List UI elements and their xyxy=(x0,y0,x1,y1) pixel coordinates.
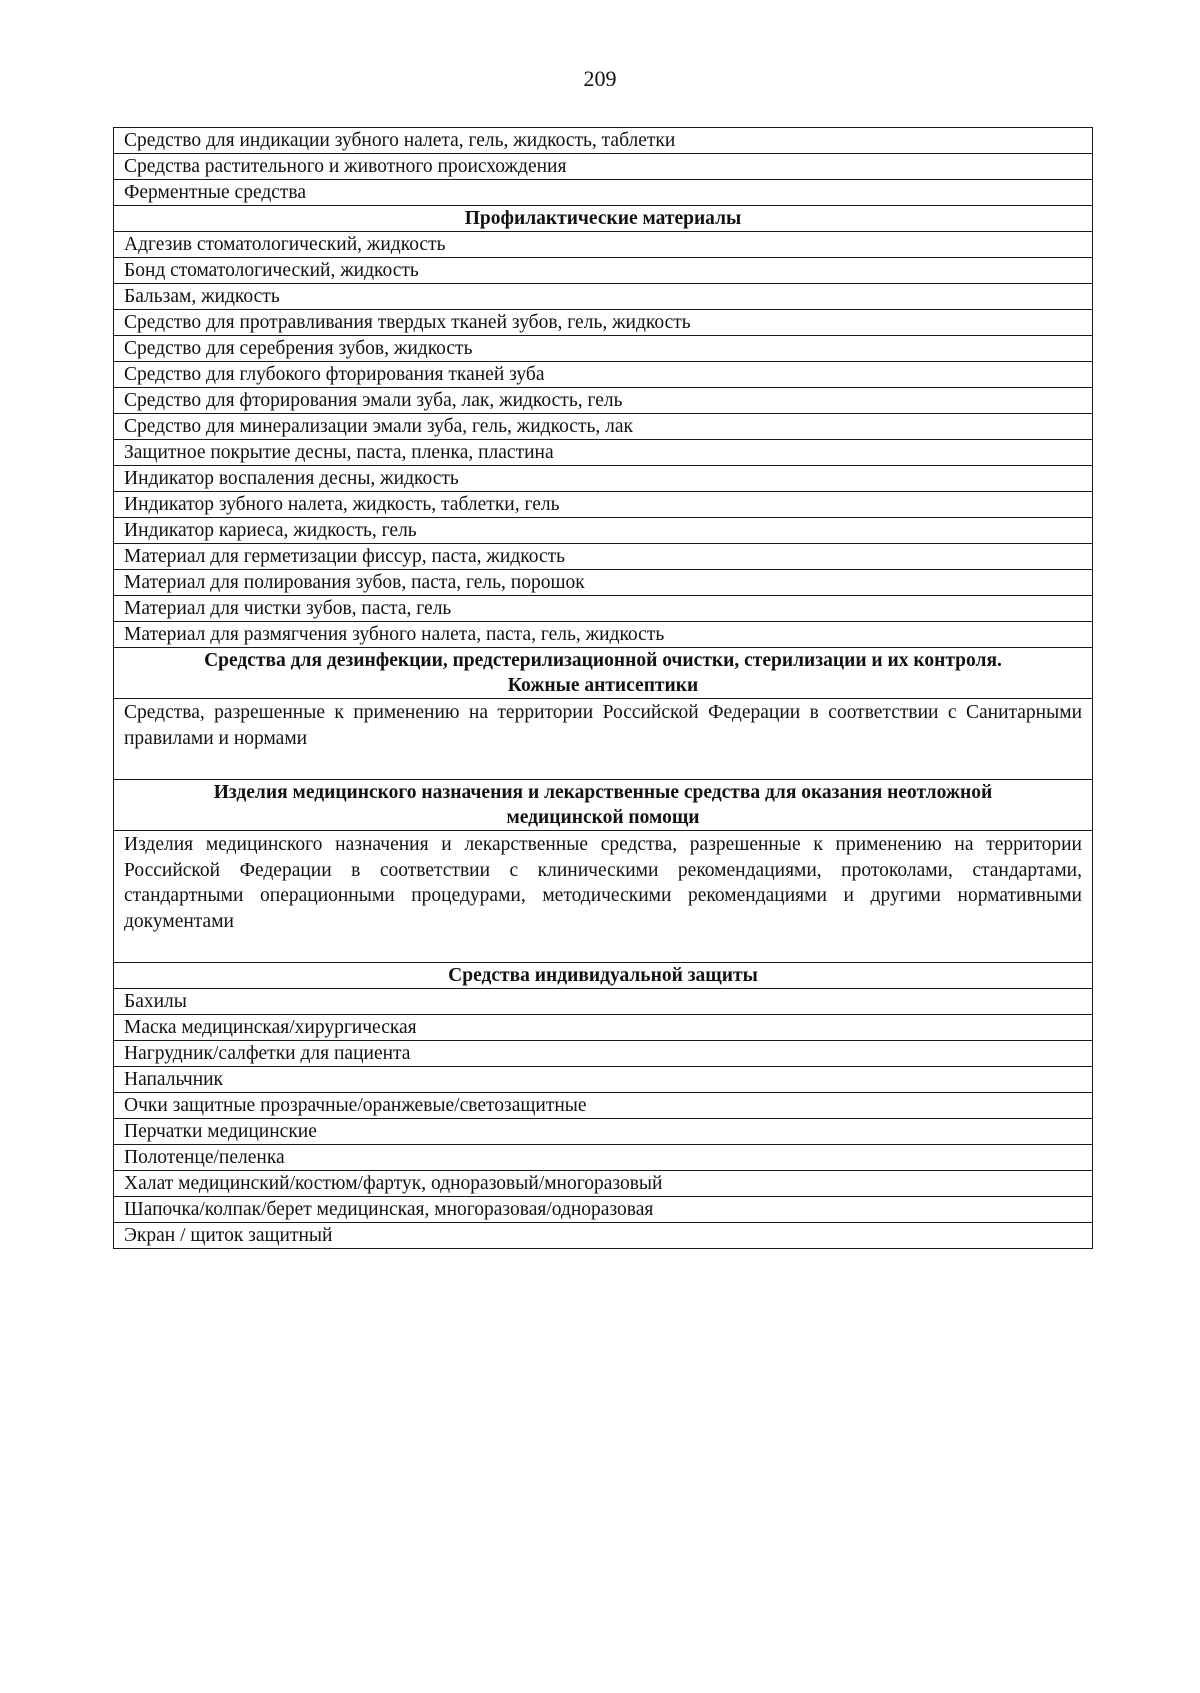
table-row xyxy=(114,1171,1093,1197)
table-row xyxy=(114,989,1093,1015)
table-row xyxy=(114,258,1093,284)
paragraph-cell: Средства, разрешенные к применению на территории Российской Федерации в соответствии с Санитарными правилами и нормами xyxy=(114,699,1093,780)
table-row xyxy=(114,232,1093,258)
section-header-row xyxy=(114,648,1093,699)
table-row xyxy=(114,388,1093,414)
table-cell: Полотенце/пеленка xyxy=(114,1145,1093,1171)
section-heading-line: Изделия медицинского назначения и лекарственные средства для оказания неотложной xyxy=(213,782,993,803)
table-cell: Очки защитные прозрачные/оранжевые/светозащитные xyxy=(114,1093,1093,1119)
table-row xyxy=(114,440,1093,466)
table-cell: Средство для минерализации эмали зуба, гель, жидкость, лак xyxy=(114,414,1093,440)
table-row xyxy=(114,154,1093,180)
table-cell: Материал для герметизации фиссур, паста, жидкость xyxy=(114,544,1093,570)
table-cell: Индикатор воспаления десны, жидкость xyxy=(114,466,1093,492)
table-row xyxy=(114,1041,1093,1067)
table-row xyxy=(114,1015,1093,1041)
table-cell: Защитное покрытие десны, паста, пленка, пластина xyxy=(114,440,1093,466)
table-cell: Напальчник xyxy=(114,1067,1093,1093)
table-cell: Средство для серебрения зубов, жидкость xyxy=(114,336,1093,362)
table-row xyxy=(114,1093,1093,1119)
table-row xyxy=(114,1067,1093,1093)
table-row xyxy=(114,128,1093,154)
table-cell: Материал для полирования зубов, паста, гель, порошок xyxy=(114,570,1093,596)
table-cell: Бахилы xyxy=(114,989,1093,1015)
table-row xyxy=(114,1197,1093,1223)
table-row xyxy=(114,544,1093,570)
table-cell: Ферментные средства xyxy=(114,180,1093,206)
table-cell: Бонд стоматологический, жидкость xyxy=(114,258,1093,284)
section-heading-ppe: Средства индивидуальной защиты xyxy=(114,963,1093,989)
table-row xyxy=(114,492,1093,518)
paragraph-row xyxy=(114,831,1093,963)
table-row xyxy=(114,1223,1093,1249)
table-row xyxy=(114,466,1093,492)
table-row xyxy=(114,1145,1093,1171)
section-header-row xyxy=(114,963,1093,989)
section-header-row xyxy=(114,206,1093,232)
table-cell: Перчатки медицинские xyxy=(114,1119,1093,1145)
section-heading-prophylactic: Профилактические материалы xyxy=(114,206,1093,232)
table-cell: Бальзам, жидкость xyxy=(114,284,1093,310)
table-cell: Экран / щиток защитный xyxy=(114,1223,1093,1249)
table-row xyxy=(114,596,1093,622)
table-row xyxy=(114,518,1093,544)
table-row xyxy=(114,310,1093,336)
section-heading-line: Кожные антисептики xyxy=(507,675,699,696)
table-cell: Материал для чистки зубов, паста, гель xyxy=(114,596,1093,622)
table-row xyxy=(114,622,1093,648)
table-row xyxy=(114,570,1093,596)
table-row xyxy=(114,1119,1093,1145)
table-cell: Средство для глубокого фторирования тканей зуба xyxy=(114,362,1093,388)
table-cell: Халат медицинский/костюм/фартук, одноразовый/многоразовый xyxy=(114,1171,1093,1197)
table-cell: Средство для фторирования эмали зуба, лак, жидкость, гель xyxy=(114,388,1093,414)
section-heading-line: Средства для дезинфекции, предстерилизационной очистки, стерилизации и их контроля. xyxy=(204,650,1002,671)
table-cell: Нагрудник/салфетки для пациента xyxy=(114,1041,1093,1067)
page-number: 209 xyxy=(583,66,617,91)
table-row xyxy=(114,180,1093,206)
section-heading-emergency xyxy=(114,780,1093,831)
table-row xyxy=(114,362,1093,388)
table-row xyxy=(114,414,1093,440)
table-row xyxy=(114,336,1093,362)
paragraph-cell: Изделия медицинского назначения и лекарственные средства, разрешенные к применению на территории Российской Федерации в соответствии с клиническими рекомендациями, протоколами, стандартами, стандартными операционными процедурами, методическими рекомендациями и другими нормативными документами xyxy=(114,831,1093,963)
table-cell: Средство для индикации зубного налета, гель, жидкость, таблетки xyxy=(114,128,1093,154)
table-row xyxy=(114,284,1093,310)
table-cell: Индикатор кариеса, жидкость, гель xyxy=(114,518,1093,544)
paragraph-row xyxy=(114,699,1093,780)
table-cell: Маска медицинская/хирургическая xyxy=(114,1015,1093,1041)
table-cell: Средства растительного и животного происхождения xyxy=(114,154,1093,180)
table-cell: Материал для размягчения зубного налета, паста, гель, жидкость xyxy=(114,622,1093,648)
table-cell: Адгезив стоматологический, жидкость xyxy=(114,232,1093,258)
section-heading-disinfection xyxy=(114,648,1093,699)
table-cell: Средство для протравливания твердых тканей зубов, гель, жидкость xyxy=(114,310,1093,336)
table-cell: Шапочка/колпак/берет медицинская, многоразовая/одноразовая xyxy=(114,1197,1093,1223)
table-cell: Индикатор зубного налета, жидкость, таблетки, гель xyxy=(114,492,1093,518)
materials-table xyxy=(113,127,1093,1249)
section-header-row xyxy=(114,780,1093,831)
section-heading-line: медицинской помощи xyxy=(506,807,700,828)
